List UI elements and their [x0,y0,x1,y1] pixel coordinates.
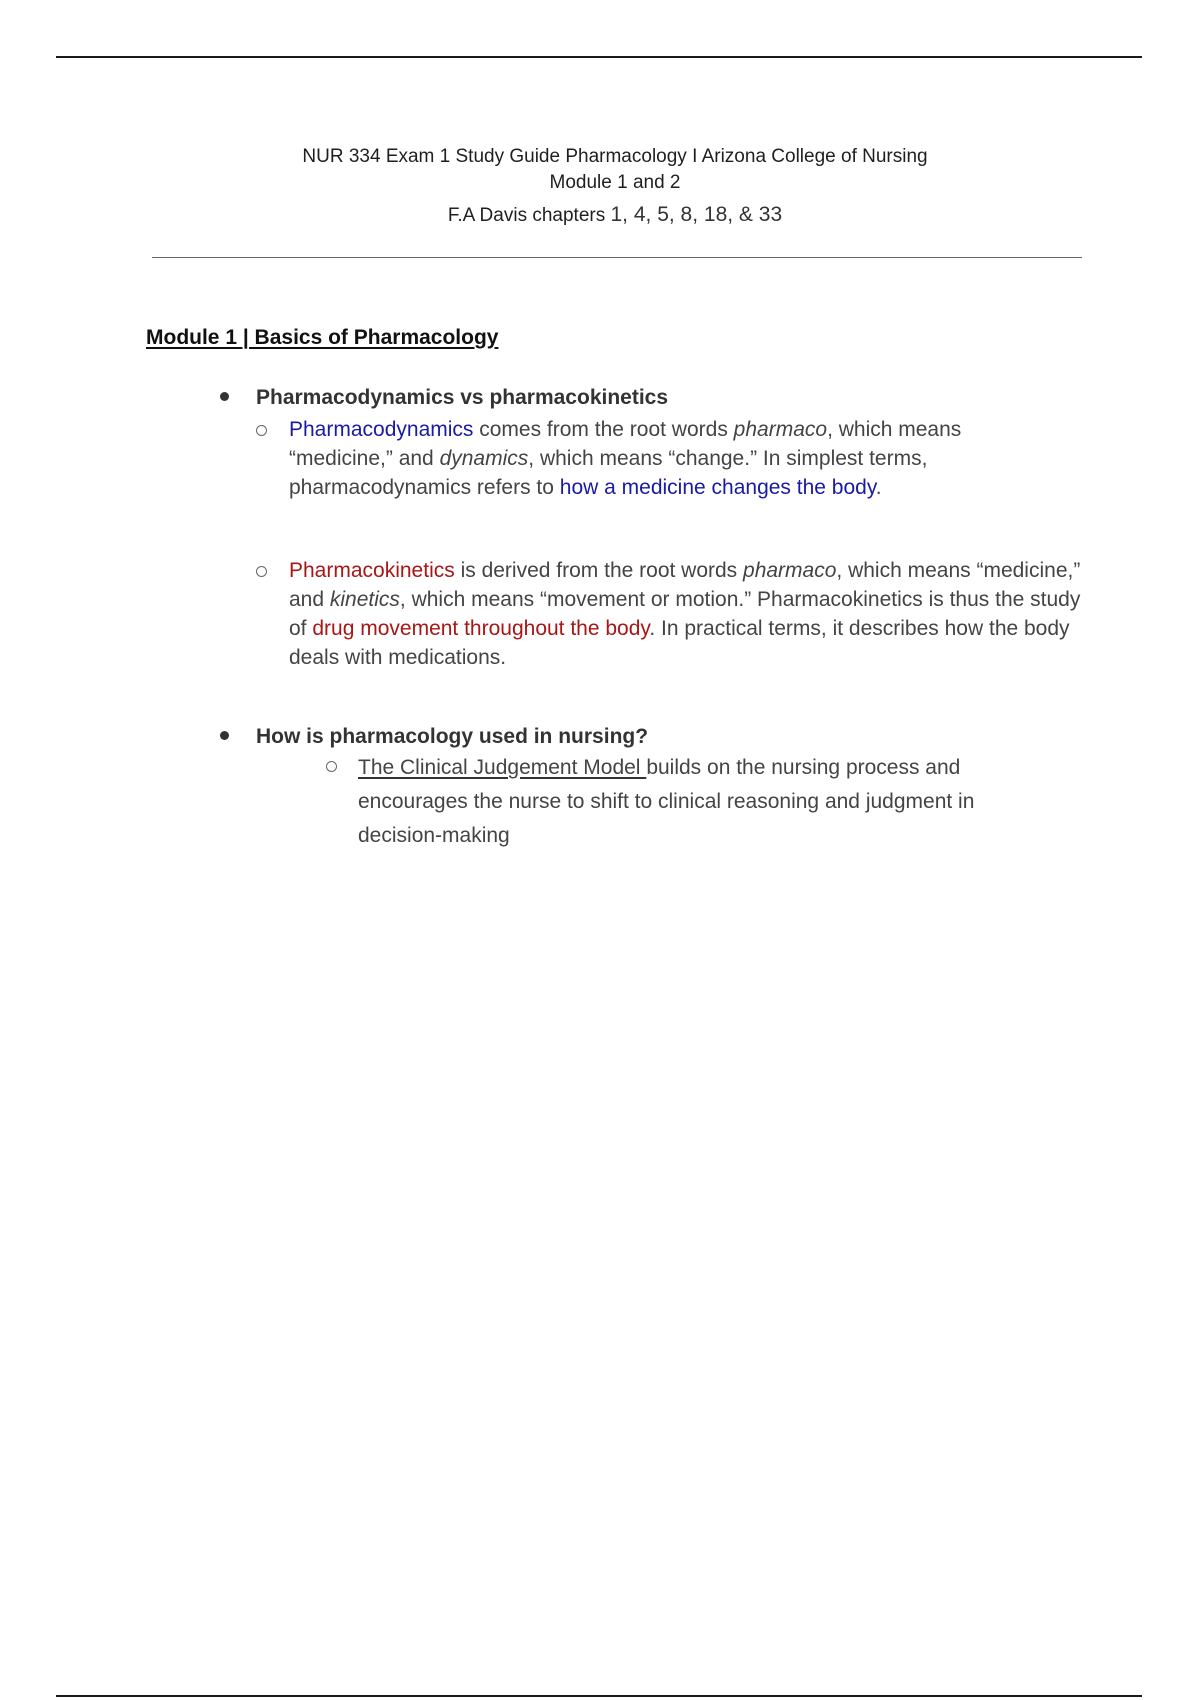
hollow-bullet-icon [256,425,267,436]
bullet-pharmacodynamics-vs-pharmacokinetics [220,386,668,410]
sub-item-pharmacokinetics [256,556,1086,672]
header-divider [152,257,1082,258]
sub-item-pharmacodynamics [256,415,1086,502]
sub-item-text [358,751,1048,853]
page-bottom-rule [56,1695,1142,1697]
sub-item-clinical-judgement-model [326,751,1086,853]
italic-segment: pharmaco [733,418,828,441]
header-title: NUR 334 Exam 1 Study Guide Pharmacology I Arizona College of Nursing [302,146,928,167]
text-segment: , which means “movement or motion.” Pharmacokinetics is thus the study of [289,588,1081,640]
term-pharmacodynamics: Pharmacodynamics [289,418,474,441]
sub-item-text [289,556,1086,672]
bullet-heading: Pharmacodynamics vs pharmacokinetics [256,386,669,409]
text-segment: comes from the root words [473,418,734,441]
chapters-prefix: F.A Davis chapters [447,205,611,226]
clinical-judgement-model-term: The Clinical Judgement Model [358,756,647,779]
italic-segment: kinetics [329,588,400,611]
bullet-dot-icon [220,731,229,740]
page-top-rule [56,56,1142,58]
section-title: Module 1 | Basics of Pharmacology [146,326,499,349]
header-chapters [150,202,1080,229]
term-pharmacokinetics: Pharmacokinetics [289,559,455,582]
header-subtitle: Module 1 and 2 [549,172,681,193]
highlight-red: drug movement throughout the body [312,617,650,640]
hollow-bullet-icon [326,761,337,772]
text-segment: , which means “medicine,” and [289,418,962,470]
chapters-list: 1, 4, 5, 8, 18, & 33 [610,203,783,226]
text-segment: . [875,476,882,499]
bullet-heading: How is pharmacology used in nursing? [256,725,649,748]
bullet-dot-icon [220,392,229,401]
hollow-bullet-icon [256,566,267,577]
text-segment: builds on the nursing process and encourages the nurse to shift to clinical reasoning and judgment in decision-making [358,756,975,847]
document-header [150,144,1080,229]
text-segment: . In practical terms, it describes how the body deals with medications. [289,617,1070,669]
highlight-blue: how a medicine changes the body [559,476,876,499]
italic-segment: dynamics [439,447,529,470]
bullet-pharmacology-in-nursing [220,725,648,749]
sub-item-text [289,415,1009,502]
italic-segment: pharmaco [743,559,837,582]
text-segment: is derived from the root words [454,559,744,582]
text-segment: , which means “medicine,” and [289,559,1081,611]
text-segment: , which means “change.” In simplest terms, pharmacodynamics refers to [289,447,928,499]
